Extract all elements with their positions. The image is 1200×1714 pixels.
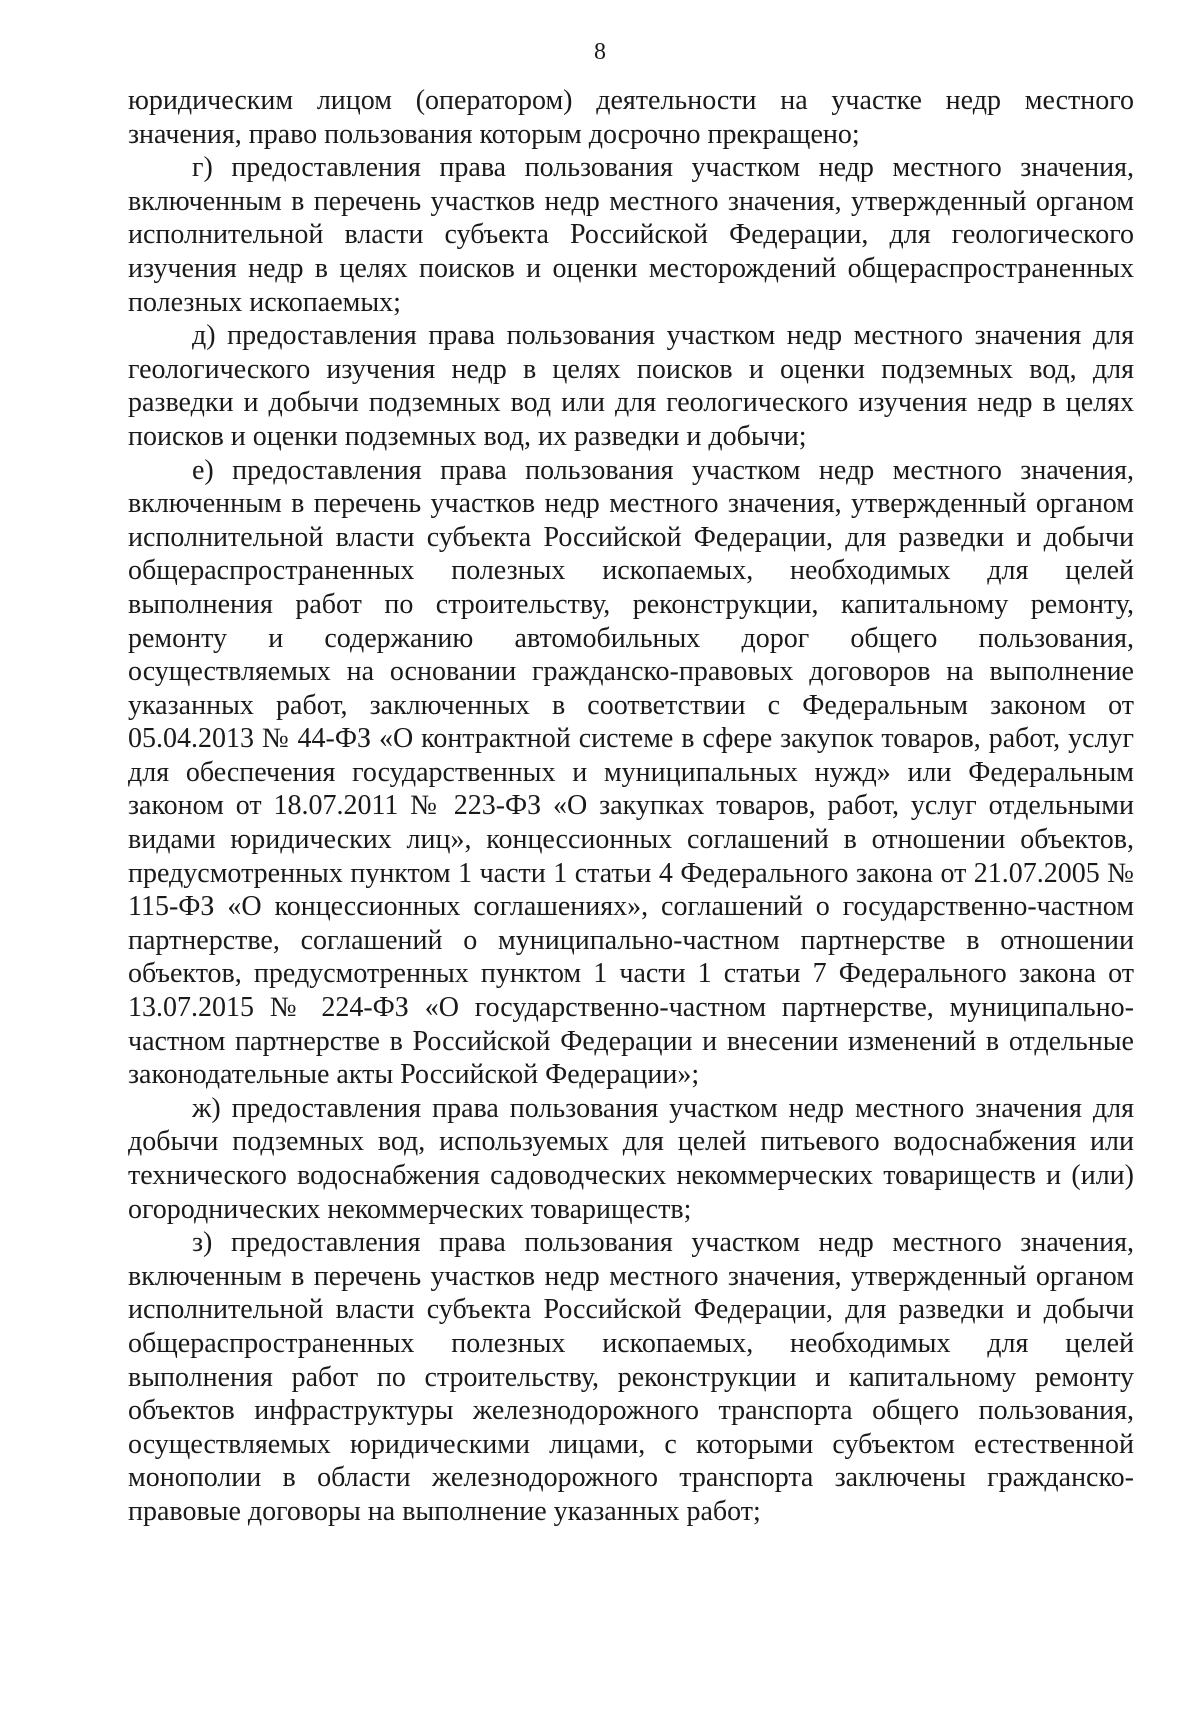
paragraph-item-d: д) предоставления права пользования участком недр местного значения для геологического изучения недр в целях поисков и оценки подземных вод, для разведки и добычи подземных вод или для геологического изучения недр в целях поисков и оценки подземных вод, их разведки и добычи; — [128, 320, 1134, 452]
paragraph-item-z: з) предоставления права пользования участком недр местного значения, включенным в перечень участков недр местного значения, утвержденный органом исполнительной власти субъекта Российской Федерации, для разведки и добычи общераспространенных полезных ископаемых, необходимых для целей выполнения работ по строительству, реконструкции и капитальному ремонту объектов инфраструктуры железнодорожного транспорта общего пользования, осуществляемых юридическими лицами, с которыми субъектом естественной монополии в области железнодорожного транспорта заключены гражданско-правовые договоры на выполнение указанных работ; — [128, 1227, 1134, 1527]
paragraph-item-g: г) предоставления права пользования участком недр местного значения, включенным в перечень участков недр местного значения, утвержденный органом исполнительной власти субъекта Российской Федерации, для геологического изучения недр в целях поисков и оценки месторождений общераспространенных полезных ископаемых; — [128, 152, 1134, 318]
document-body — [128, 84, 1134, 1529]
paragraph-item-e: е) предоставления права пользования участком недр местного значения, включенным в перечень участков недр местного значения, утвержденный органом исполнительной власти субъекта Российской Федерации, для разведки и добычи общераспространенных полезных ископаемых, необходимых для целей выполнения работ по строительству, реконструкции, капитальному ремонту, ремонту и содержанию автомобильных дорог общего пользования, осуществляемых на основании гражданско-правовых договоров на выполнение указанных работ, заключенных в соответствии с Федеральным законом от 05.04.2013 № 44-ФЗ «О контрактной системе в сфере закупок товаров, работ, услуг для обеспечения государственных и муниципальных нужд» или Федеральным законом от 18.07.2011 № 223-ФЗ «О закупках товаров, работ, услуг отдельными видами юридических лиц», концессионных соглашений в отношении объектов, предусмотренных пунктом 1 части 1 статьи 4 Федерального закона от 21.07.2005 № 115-ФЗ «О концессионных соглашениях», соглашений о государственно-частном партнерстве, соглашений о муниципально-частном партнерстве в отношении объектов, предусмотренных пунктом 1 части 1 статьи 7 Федерального закона от 13.07.2015 № 224-ФЗ «О государственно-частном партнерстве, муниципально-частном партнерстве в Российской Федерации и внесении изменений в отдельные законодательные акты Российской Федерации»; — [128, 454, 1134, 1091]
page-number: 8 — [594, 39, 606, 65]
paragraph-item-zh: ж) предоставления права пользования участком недр местного значения для добычи подземных вод, используемых для целей питьевого водоснабжения или технического водоснабжения садоводческих некоммерческих товариществ и (или) огороднических некоммерческих товариществ; — [128, 1092, 1134, 1225]
paragraph-continuation: юридическим лицом (оператором) деятельности на участке недр местного значения, право пользования которым досрочно прекращено; — [128, 85, 1134, 150]
